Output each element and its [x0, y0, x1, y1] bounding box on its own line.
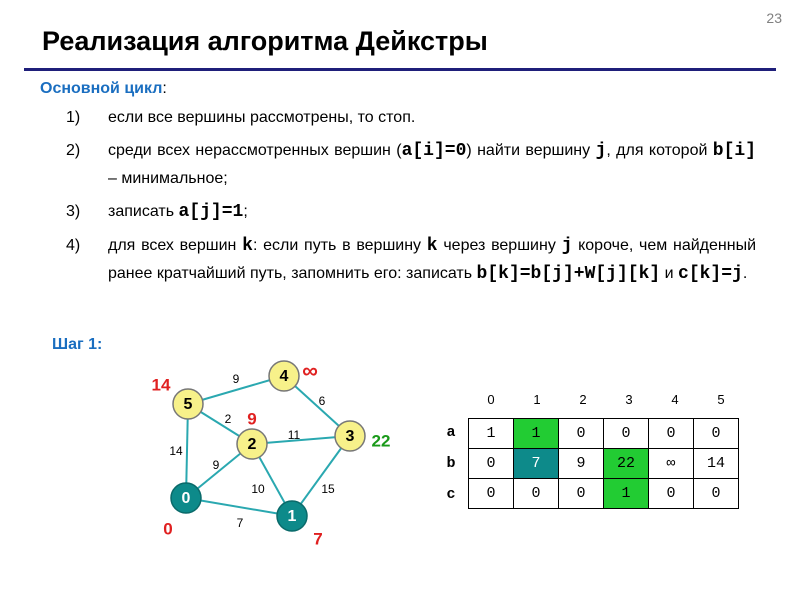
- table-cell: 0: [514, 479, 559, 509]
- table-cell: 0: [604, 419, 649, 449]
- code-token: b[i]: [712, 141, 757, 161]
- table-cell: 1: [604, 479, 649, 509]
- step-text-fragment: среди всех нерассмотренных вершин (: [108, 142, 402, 159]
- edge-weight-label: 9: [232, 372, 240, 387]
- step-text-fragment: .: [742, 265, 748, 282]
- distance-table: [468, 418, 739, 509]
- step-title: Шаг 1:: [52, 336, 103, 353]
- node-id-label: 2: [247, 436, 257, 454]
- node-distance-label: 0: [163, 519, 173, 539]
- page-number: 23: [766, 10, 782, 26]
- step-text-fragment: для всех вершин: [108, 237, 243, 254]
- node-distance-label: 7: [313, 529, 323, 549]
- edge-weight-label: 15: [321, 482, 335, 497]
- table-cell: 0: [559, 419, 604, 449]
- step-text-fragment: : если путь в вершину: [252, 237, 427, 254]
- node-distance-label: 14: [151, 375, 171, 395]
- code-token: b[k]=b[j]+W[j][k]: [476, 264, 661, 284]
- step-number: 3): [66, 203, 81, 220]
- table-column-header: 2: [579, 392, 587, 407]
- node-distance-label: 22: [371, 431, 391, 451]
- step-text-fragment: – минимальное;: [108, 170, 228, 187]
- table-column-header: 0: [487, 392, 495, 407]
- edge-weight-label: 11: [287, 428, 301, 443]
- table-row-header: a: [446, 424, 456, 441]
- step-text-fragment: через вершину: [437, 237, 562, 254]
- table-column-header: 4: [671, 392, 679, 407]
- node-id-label: 0: [181, 490, 191, 508]
- table-cell: 1: [514, 419, 559, 449]
- graph-edge: [186, 498, 292, 516]
- table-cell: 0: [469, 449, 514, 479]
- node-distance-label: 9: [247, 409, 257, 429]
- step-text-fragment: если все вершины рассмотрены, то стоп.: [108, 109, 416, 126]
- step-number: 4): [66, 237, 81, 254]
- node-id-label: 3: [345, 428, 355, 446]
- edge-weight-label: 14: [169, 444, 183, 459]
- code-token: a[j]=1: [178, 202, 244, 222]
- table-column-header: 1: [533, 392, 541, 407]
- table-cell: 0: [694, 479, 739, 509]
- code-token: k: [242, 236, 253, 256]
- code-token: j: [595, 141, 607, 161]
- table-row-header: b: [446, 455, 456, 472]
- edge-weight-label: 6: [318, 394, 326, 409]
- step-text-fragment: , для которой: [606, 142, 713, 159]
- step-text-fragment: ) найти вершину: [466, 142, 596, 159]
- section-colon: :: [162, 80, 167, 97]
- slide-title: Реализация алгоритма Дейкстры: [42, 26, 488, 56]
- code-token: a[i]=0: [401, 141, 467, 161]
- node-id-label: 5: [183, 396, 193, 414]
- table-cell: 14: [694, 449, 739, 479]
- table-cell: 1: [469, 419, 514, 449]
- table-cell: 9: [559, 449, 604, 479]
- step-number: 2): [66, 142, 81, 159]
- table-cell: 22: [604, 449, 649, 479]
- step-text-fragment: ;: [243, 203, 248, 220]
- table-row: [469, 419, 739, 449]
- edge-weight-label: 9: [212, 458, 220, 473]
- table-row-header: c: [446, 486, 456, 503]
- table-cell: 0: [649, 479, 694, 509]
- table-cell: 0: [694, 419, 739, 449]
- step-text-fragment: и: [660, 265, 679, 282]
- code-token: j: [561, 236, 573, 256]
- table-cell: 7: [514, 449, 559, 479]
- edge-weight-label: 2: [224, 412, 232, 427]
- table-column-header: 3: [625, 392, 633, 407]
- table-cell: ∞: [649, 449, 694, 479]
- step-number: 1): [66, 109, 81, 126]
- code-token: c[k]=j: [678, 264, 743, 284]
- step-text-fragment: записать: [108, 203, 179, 220]
- table-column-header: 5: [717, 392, 725, 407]
- table-cell: 0: [559, 479, 604, 509]
- table-row: [469, 479, 739, 509]
- code-token: k: [426, 236, 438, 256]
- table-cell: 0: [469, 479, 514, 509]
- node-id-label: 1: [287, 508, 297, 526]
- edge-weight-label: 10: [251, 482, 265, 497]
- section-label: Основной цикл: [40, 80, 163, 97]
- node-distance-label: ∞: [302, 357, 318, 383]
- table-cell: 0: [649, 419, 694, 449]
- node-id-label: 4: [279, 368, 289, 386]
- edge-weight-label: 7: [236, 516, 244, 531]
- step-text-fragment: короче, чем найденный ранее кратчайший путь, запомнить его: записать: [108, 237, 757, 282]
- table-row: [469, 449, 739, 479]
